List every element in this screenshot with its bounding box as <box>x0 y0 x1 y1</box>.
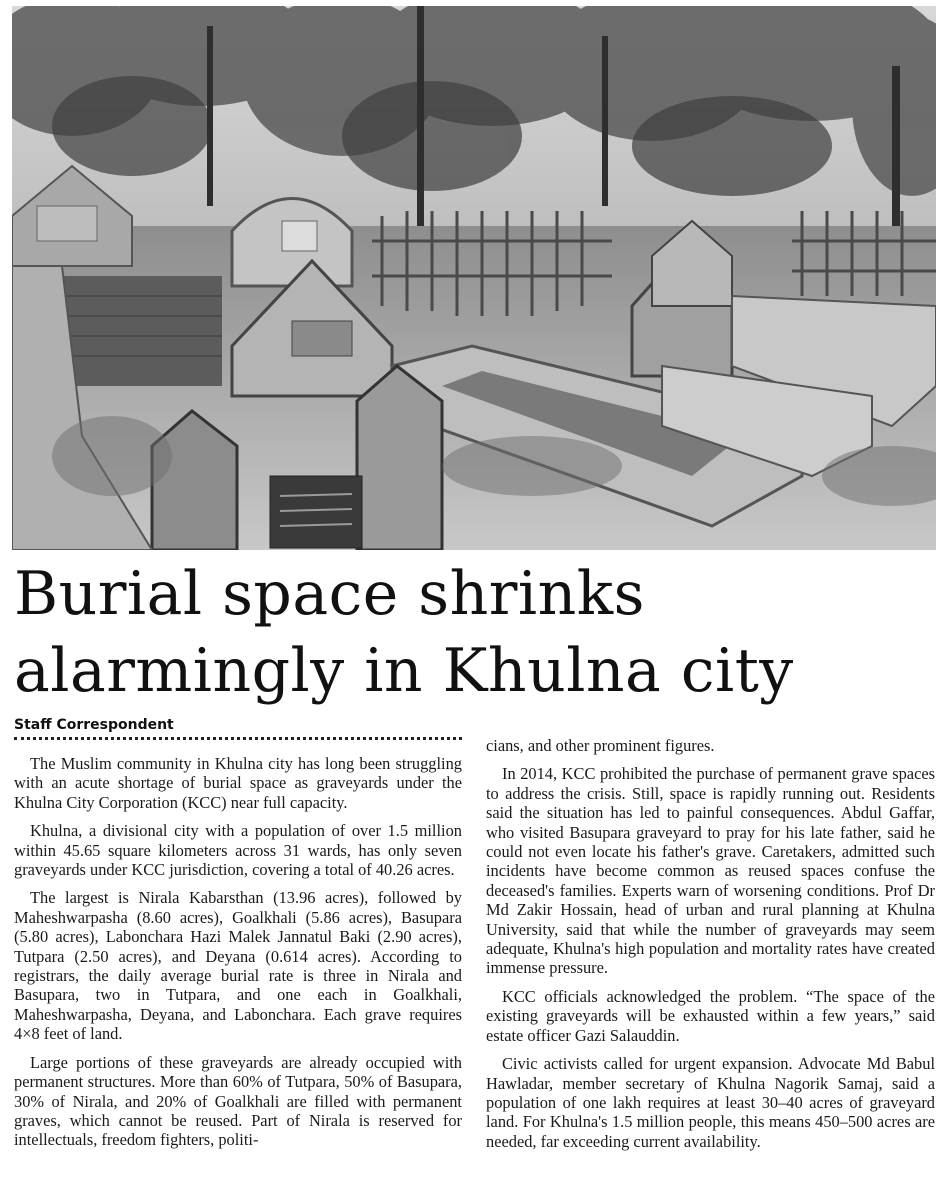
graveyard-photo-illustration <box>12 6 936 550</box>
article-photo <box>12 6 936 550</box>
paragraph: In 2014, KCC prohibited the purchase of permanent grave spaces to address the crisis. Still, space is rapidly running out. Residents said the situation has led to painful consequences. Abdul Gaffar, who visited Basupara graveyard to pray for his late father, said he could not even locate his father's grave. Caretakers, admitted such incidents have become common as reused spaces confuse the deceased's families. Experts warn of worsening conditions. Prof Dr Md Zakir Hossain, head of urban and rural planning at Khulna University, said that while the number of graveyards may seem adequate, Khulna's high population and mortality rates have created immense pressure. <box>486 764 935 978</box>
headline <box>14 556 934 710</box>
paragraph: The largest is Nirala Kabarsthan (13.96 acres), followed by Maheshwarpasha (8.60 acres), Goalkhali (5.86 acres), Basupara (5.80 acres), Labonchara Hazi Malek Jannatul Baki (2.90 acres), Tutpara (2.50 acres), and Deyana (0.614 acres). According to registrars, the daily average burial rate is three in Nirala and Basupara, two in Tutpara, and one each in Goalkhali, Maheshwarpasha, Deyana, and Labonchara. Each grave requires 4×8 feet of land. <box>14 888 462 1044</box>
article-column-right <box>486 736 935 1160</box>
paragraph: Large portions of these graveyards are already occupied with permanent structures. More than 60% of Tutpara, 50% of Basupara, 30% of Nirala, and 20% of Goalkhali are filled with permanent graves, which cannot be reused. Part of Nirala is reserved for intellectuals, freedom fighters, politi- <box>14 1052 462 1150</box>
headline-line-1: Burial space shrinks <box>14 559 645 629</box>
paragraph-continuation: cians, and other prominent figures. <box>486 736 715 755</box>
paragraph: Khulna, a divisional city with a population of over 1.5 million within 45.65 square kilometers across 31 wards, has only seven graveyards under KCC jurisdiction, covering a total of 40.26 acres. <box>14 821 462 880</box>
byline: Staff Correspondent <box>14 716 462 740</box>
headline-line-2: alarmingly in Khulna city <box>14 636 794 706</box>
paragraph: Civic activists called for urgent expansion. Advocate Md Babul Hawladar, member secretary of Khulna Nagorik Samaj, said a population of one lakh requires at least 30–40 acres of graveyard land. For Khulna's 1.5 million people, this means 450–500 acres are needed, far exceeding current availability. <box>486 1054 935 1151</box>
paragraph: KCC officials acknowledged the problem. “The space of the existing graveyards will be exhausted within a few years,” said estate officer Gazi Salauddin. <box>486 986 935 1045</box>
paragraph: The Muslim community in Khulna city has long been struggling with an acute shortage of burial space as graveyards under the Khulna City Corporation (KCC) near full capacity. <box>14 754 462 812</box>
article-column-left <box>14 754 462 1159</box>
